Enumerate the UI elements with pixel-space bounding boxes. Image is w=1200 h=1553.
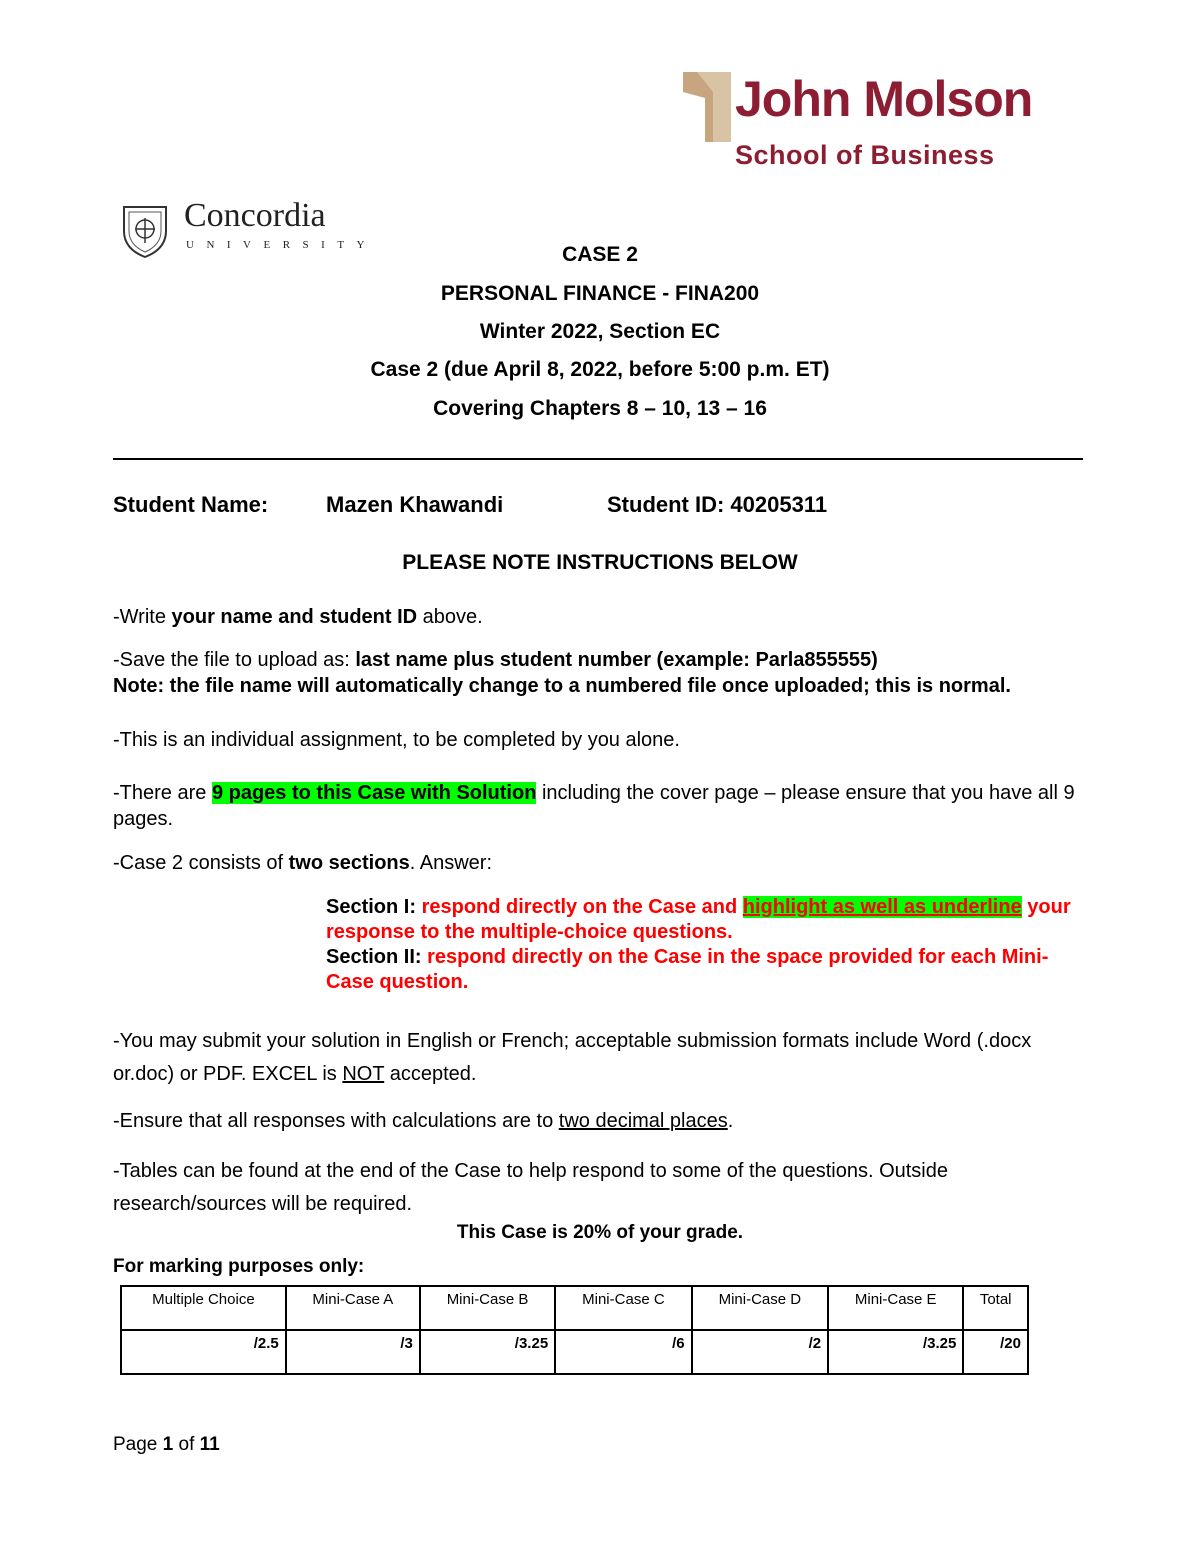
instructions-heading: PLEASE NOTE INSTRUCTIONS BELOW [402,551,798,574]
jmsb-logo [683,70,1033,170]
jmsb-mark-icon [683,72,731,142]
jmsb-subtitle: School of Business [735,140,995,170]
marking-table [120,1285,1029,1375]
table-cell: /3.25 [420,1330,555,1374]
student-id: Student ID: 40205311 [607,492,828,517]
concordia-name: Concordia [184,197,326,234]
header-divider [113,458,1083,460]
jmsb-name: John Molson [735,71,1033,127]
instruction-tables: -Tables can be found at the end of the Case to help respond to some of the questions. Outside research/sources will be required. [113,1160,948,1215]
grade-weight: This Case is 20% of your grade. [456,1222,744,1243]
concordia-subtitle: UNIVERSITY [186,239,377,251]
marking-label: For marking purposes only: [113,1256,365,1277]
chapters-line: Covering Chapters 8 – 10, 13 – 16 [433,397,767,420]
instruction-name-id: -Write your name and student ID above. [113,606,483,628]
table-cell: /3.25 [828,1330,963,1374]
instruction-individual: -This is an individual assignment, to be completed by you alone. [113,729,680,751]
case-title: CASE 2 [562,243,638,266]
table-cell: /2 [692,1330,828,1374]
instruction-decimals: -Ensure that all responses with calculations are to two decimal places. [113,1110,734,1132]
course-title: PERSONAL FINANCE - FINA200 [440,282,760,305]
pages-highlight: 9 pages to this Case with Solution [211,782,537,804]
instruction-sections: -Case 2 consists of two sections. Answer: [113,852,493,874]
table-cell: /6 [555,1330,691,1374]
term-line: Winter 2022, Section EC [479,320,721,343]
table-header-cell: Multiple Choice [121,1286,286,1330]
table-cell: /20 [963,1330,1028,1374]
table-header-cell: Mini-Case A [286,1286,420,1330]
highlight-underline-example: highlight as well as underline [742,896,1022,918]
instruction-format: -You may submit your solution in English or French; acceptable submission formats include Word (.docx or.doc) or PDF. EXCEL is NOT accepted. [113,1030,1032,1085]
table-row [121,1330,1028,1374]
table-cell: /2.5 [121,1330,286,1374]
table-cell: /3 [286,1330,420,1374]
section-answers: Section I: respond directly on the Case and highlight as well as underline your response to the multiple-choice questions. Section II: respond directly on the Case in the space provided for each Mini-Case question. [326,896,1071,993]
table-header-cell: Mini-Case E [828,1286,963,1330]
instruction-pages: -There are 9 pages to this Case with Solution including the cover page – please ensure that you have all 9 pages. [113,782,1075,830]
table-header-cell: Mini-Case D [692,1286,828,1330]
table-header-cell: Total [963,1286,1028,1330]
student-name-label: Student Name: [113,492,269,517]
page-number: Page 1 of 11 [113,1434,220,1455]
table-header-cell: Mini-Case C [555,1286,691,1330]
student-name-value: Mazen Khawandi [326,492,504,517]
table-header-row [121,1286,1028,1330]
table-header-cell: Mini-Case B [420,1286,555,1330]
instruction-file-save: -Save the file to upload as: last name plus student number (example: Parla855555) Note: the file name will automatically change to a numbered file once uploaded; this is normal. [113,649,1011,697]
due-line: Case 2 (due April 8, 2022, before 5:00 p.m. ET) [370,358,830,381]
